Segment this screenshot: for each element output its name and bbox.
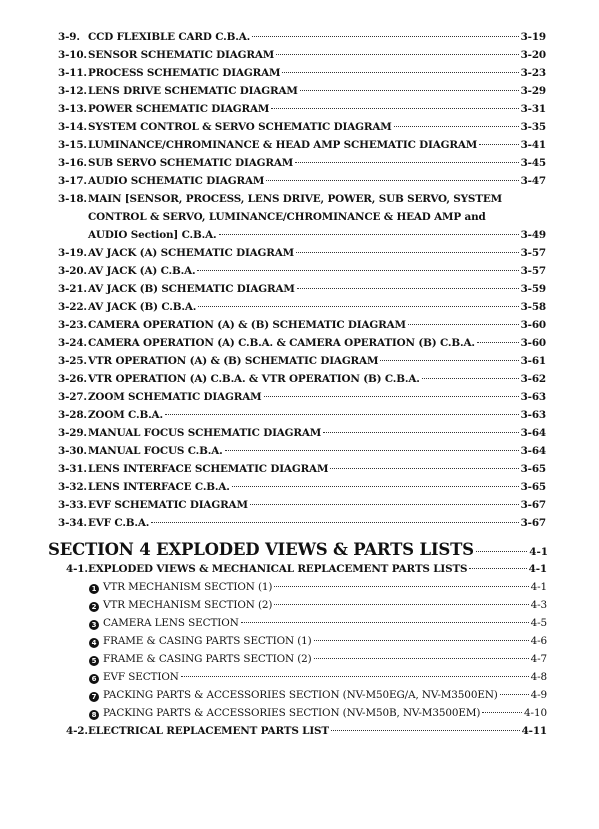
entry-page: 3-60 xyxy=(520,337,546,349)
dot-leader xyxy=(219,234,519,235)
dot-leader xyxy=(394,126,519,127)
numbered-circle-marker: 7 xyxy=(89,692,99,702)
toc-entry-3-28 xyxy=(58,408,546,422)
dot-leader xyxy=(282,72,518,73)
entry-title: EVF SCHEMATIC DIAGRAM xyxy=(88,499,248,511)
toc-entry-3-11 xyxy=(58,66,546,80)
dot-leader xyxy=(323,432,518,433)
toc-entry-3-18 xyxy=(58,192,546,206)
dot-leader xyxy=(408,324,519,325)
subentry-title: FRAME & CASING PARTS SECTION (1) xyxy=(103,635,312,647)
entry-number: 3-9. xyxy=(58,31,80,43)
subentry-title: VTR MECHANISM SECTION (2) xyxy=(103,599,273,611)
entry-page: 3-23 xyxy=(520,67,546,79)
entry-title: SUB SERVO SCHEMATIC DIAGRAM xyxy=(88,157,294,169)
entry-title: SENSOR SCHEMATIC DIAGRAM xyxy=(88,49,275,61)
entry-title: EVF C.B.A. xyxy=(88,517,150,529)
toc-subentry xyxy=(89,616,547,630)
entry-number: 3-13. xyxy=(58,103,87,115)
dot-leader xyxy=(151,522,518,523)
entry-number: 3-32. xyxy=(58,481,87,493)
subentry-page: 4-8 xyxy=(530,671,547,683)
entry-number: 3-19. xyxy=(58,247,87,259)
dot-leader xyxy=(477,342,519,343)
entry-page: 3-29 xyxy=(520,85,546,97)
entry-number: 3-33. xyxy=(58,499,87,511)
dot-leader xyxy=(250,504,519,505)
toc-entry-3-22 xyxy=(58,300,546,314)
entry-number: 3-34. xyxy=(58,517,87,529)
subentry-page: 4-7 xyxy=(530,653,547,665)
entry-number: 3-18. xyxy=(58,193,87,205)
entry-title: VTR OPERATION (A) & (B) SCHEMATIC DIAGRAM xyxy=(88,355,379,367)
entry-number: 3-29. xyxy=(58,427,87,439)
entry-number: 3-23. xyxy=(58,319,87,331)
entry-title: AV JACK (A) C.B.A. xyxy=(88,265,196,277)
entry-title: PROCESS SCHEMATIC DIAGRAM xyxy=(88,67,281,79)
dot-leader xyxy=(266,180,518,181)
toc-entry-3-18-line2: CONTROL & SERVO, LUMINANCE/CHROMINANCE & HEAD AMP and xyxy=(88,211,486,223)
entry-page: 3-67 xyxy=(520,517,546,529)
entry-title: LENS INTERFACE SCHEMATIC DIAGRAM xyxy=(88,463,329,475)
toc-subentry xyxy=(89,598,547,612)
subentry-title: EVF SECTION xyxy=(103,671,179,683)
dot-leader xyxy=(500,694,529,695)
numbered-circle-marker: 1 xyxy=(89,584,99,594)
entry-page: 3-19 xyxy=(520,31,546,43)
toc-subentry xyxy=(89,688,547,702)
entry-number: 3-31. xyxy=(58,463,87,475)
entry-number: 3-10. xyxy=(58,49,87,61)
numbered-circle-marker: 5 xyxy=(89,656,99,666)
entry-page: 3-35 xyxy=(520,121,546,133)
entry-page: 3-47 xyxy=(520,175,546,187)
toc-entry-4-2 xyxy=(66,724,547,738)
subentry-title: VTR MECHANISM SECTION (1) xyxy=(103,581,273,593)
dot-leader xyxy=(297,288,519,289)
entry-title: MANUAL FOCUS SCHEMATIC DIAGRAM xyxy=(88,427,322,439)
entry-title: AUDIO SCHEMATIC DIAGRAM xyxy=(88,175,265,187)
dot-leader xyxy=(232,486,519,487)
entry-page: 3-63 xyxy=(520,391,546,403)
entry-title: LUMINANCE/CHROMINANCE & HEAD AMP SCHEMATIC DIAGRAM xyxy=(88,139,478,151)
dot-leader xyxy=(274,604,528,605)
dot-leader xyxy=(300,90,519,91)
toc-entry-3-23 xyxy=(58,318,546,332)
section-4-heading xyxy=(48,540,548,559)
entry-title: AV JACK (B) C.B.A. xyxy=(88,301,197,313)
toc-entry-3-27 xyxy=(58,390,546,404)
dot-leader xyxy=(422,378,519,379)
subentry-title: PACKING PARTS & ACCESSORIES SECTION (NV-M50B, NV-M3500EM) xyxy=(103,707,481,719)
entry-number: 3-15. xyxy=(58,139,87,151)
subentry-page: 4-1 xyxy=(530,581,547,593)
toc-entry-3-16 xyxy=(58,156,546,170)
entry-page: 3-45 xyxy=(520,157,546,169)
entry-number: 3-20. xyxy=(58,265,87,277)
numbered-circle-marker: 2 xyxy=(89,602,99,612)
entry-page: 3-57 xyxy=(520,247,546,259)
entry-page: 3-59 xyxy=(520,283,546,295)
entry-title: LENS INTERFACE C.B.A. xyxy=(88,481,230,493)
toc-entry-4-1 xyxy=(66,562,547,576)
entry-page: 3-49 xyxy=(520,229,546,241)
subentry-title: FRAME & CASING PARTS SECTION (2) xyxy=(103,653,312,665)
toc-entry-3-15 xyxy=(58,138,546,152)
numbered-circle-marker: 8 xyxy=(89,710,99,720)
toc-entry-3-12 xyxy=(58,84,546,98)
entry-number: 3-14. xyxy=(58,121,87,133)
entry-page: 3-62 xyxy=(520,373,546,385)
toc-entry-3-21 xyxy=(58,282,546,296)
toc-subentry xyxy=(89,580,547,594)
entry-title: MAIN [SENSOR, PROCESS, LENS DRIVE, POWER, SUB SERVO, SYSTEM xyxy=(88,193,502,205)
entry-number: 4-2. xyxy=(66,725,88,737)
entry-page: 3-57 xyxy=(520,265,546,277)
dot-leader xyxy=(276,54,518,55)
dot-leader xyxy=(476,551,527,552)
toc-entry-3-34 xyxy=(58,516,546,530)
numbered-circle-marker: 6 xyxy=(89,674,99,684)
toc-entry-3-14 xyxy=(58,120,546,134)
dot-leader xyxy=(479,144,518,145)
entry-page: 3-64 xyxy=(520,427,546,439)
dot-leader xyxy=(198,306,518,307)
subentry-title: CAMERA LENS SECTION xyxy=(103,617,239,629)
entry-title: CCD FLEXIBLE CARD C.B.A. xyxy=(88,31,251,43)
dot-leader xyxy=(252,36,518,37)
toc-entry-3-20 xyxy=(58,264,546,278)
entry-page: 3-41 xyxy=(520,139,546,151)
entry-number: 3-24. xyxy=(58,337,87,349)
entry-page: 3-63 xyxy=(520,409,546,421)
toc-entry-3-33 xyxy=(58,498,546,512)
toc-subentry xyxy=(89,706,547,720)
entry-number: 3-21. xyxy=(58,283,87,295)
dot-leader xyxy=(380,360,518,361)
entry-page: 4-1 xyxy=(528,563,547,575)
dot-leader xyxy=(181,676,529,677)
toc-subentry xyxy=(89,670,547,684)
subentry-page: 4-3 xyxy=(530,599,547,611)
toc-entry-3-25 xyxy=(58,354,546,368)
toc-entry-3-31 xyxy=(58,462,546,476)
entry-number: 3-26. xyxy=(58,373,87,385)
toc-entry-3-13 xyxy=(58,102,546,116)
entry-page: 3-67 xyxy=(520,499,546,511)
numbered-circle-marker: 3 xyxy=(89,620,99,630)
entry-number: 3-17. xyxy=(58,175,87,187)
dot-leader xyxy=(264,396,519,397)
toc-entry-3-29 xyxy=(58,426,546,440)
toc-entry-3-10 xyxy=(58,48,546,62)
entry-number: 3-25. xyxy=(58,355,87,367)
entry-title: AUDIO Section] C.B.A. xyxy=(88,229,217,241)
toc-subentry xyxy=(89,652,547,666)
entry-title: AV JACK (B) SCHEMATIC DIAGRAM xyxy=(88,283,295,295)
entry-page: 3-65 xyxy=(520,481,546,493)
entry-page: 3-31 xyxy=(520,103,546,115)
dot-leader xyxy=(482,712,522,713)
dot-leader xyxy=(197,270,518,271)
toc-entry-3-26 xyxy=(58,372,546,386)
entry-page: 3-64 xyxy=(520,445,546,457)
entry-number: 3-28. xyxy=(58,409,87,421)
toc-entry-3-24 xyxy=(58,336,546,350)
entry-page: 3-65 xyxy=(520,463,546,475)
entry-title: SYSTEM CONTROL & SERVO SCHEMATIC DIAGRAM xyxy=(88,121,392,133)
entry-page: 3-20 xyxy=(520,49,546,61)
entry-title: ZOOM C.B.A. xyxy=(88,409,163,421)
subentry-page: 4-10 xyxy=(524,707,547,719)
numbered-circle-marker: 4 xyxy=(89,638,99,648)
section-title: SECTION 4 EXPLODED VIEWS & PARTS LISTS xyxy=(48,540,474,559)
dot-leader xyxy=(241,622,529,623)
subentry-page: 4-6 xyxy=(530,635,547,647)
toc-entry-3-18-line3 xyxy=(88,228,546,242)
entry-number: 3-12. xyxy=(58,85,87,97)
entry-page: 4-11 xyxy=(521,725,547,737)
subentry-page: 4-9 xyxy=(530,689,547,701)
entry-number: 3-22. xyxy=(58,301,87,313)
entry-title: AV JACK (A) SCHEMATIC DIAGRAM xyxy=(88,247,295,259)
toc-entry-3-30 xyxy=(58,444,546,458)
entry-number: 3-16. xyxy=(58,157,87,169)
dot-leader xyxy=(295,162,518,163)
dot-leader xyxy=(314,658,529,659)
dot-leader xyxy=(331,730,520,731)
dot-leader xyxy=(274,586,528,587)
entry-title: LENS DRIVE SCHEMATIC DIAGRAM xyxy=(88,85,298,97)
dot-leader xyxy=(165,414,519,415)
entry-title: POWER SCHEMATIC DIAGRAM xyxy=(88,103,270,115)
dot-leader xyxy=(330,468,518,469)
entry-title: CAMERA OPERATION (A) & (B) SCHEMATIC DIAGRAM xyxy=(88,319,406,331)
toc-entry-3-19 xyxy=(58,246,546,260)
entry-title: VTR OPERATION (A) C.B.A. & VTR OPERATION (B) C.B.A. xyxy=(88,373,420,385)
entry-number: 3-27. xyxy=(58,391,87,403)
entry-title: ZOOM SCHEMATIC DIAGRAM xyxy=(88,391,262,403)
dot-leader xyxy=(314,640,529,641)
subentry-title: PACKING PARTS & ACCESSORIES SECTION (NV-M50EG/A, NV-M3500EN) xyxy=(103,689,498,701)
entry-page: 3-61 xyxy=(520,355,546,367)
subentry-page: 4-5 xyxy=(530,617,547,629)
entry-title: MANUAL FOCUS C.B.A. xyxy=(88,445,223,457)
entry-title: EXPLODED VIEWS & MECHANICAL REPLACEMENT PARTS LISTS xyxy=(88,563,468,575)
entry-page: 3-58 xyxy=(520,301,546,313)
entry-title: CAMERA OPERATION (A) C.B.A. & CAMERA OPERATION (B) C.B.A. xyxy=(88,337,475,349)
toc-entry-3-32 xyxy=(58,480,546,494)
dot-leader xyxy=(296,252,519,253)
section-page: 4-1 xyxy=(529,546,548,558)
entry-page: 3-60 xyxy=(520,319,546,331)
entry-number: 3-30. xyxy=(58,445,87,457)
toc-entry-3-9 xyxy=(58,30,546,44)
entry-number: 3-11. xyxy=(58,67,87,79)
dot-leader xyxy=(271,108,518,109)
entry-number: 4-1. xyxy=(66,563,88,575)
toc-entry-3-17 xyxy=(58,174,546,188)
toc-subentry xyxy=(89,634,547,648)
dot-leader xyxy=(225,450,519,451)
dot-leader xyxy=(469,568,526,569)
entry-title: ELECTRICAL REPLACEMENT PARTS LIST xyxy=(88,725,329,737)
